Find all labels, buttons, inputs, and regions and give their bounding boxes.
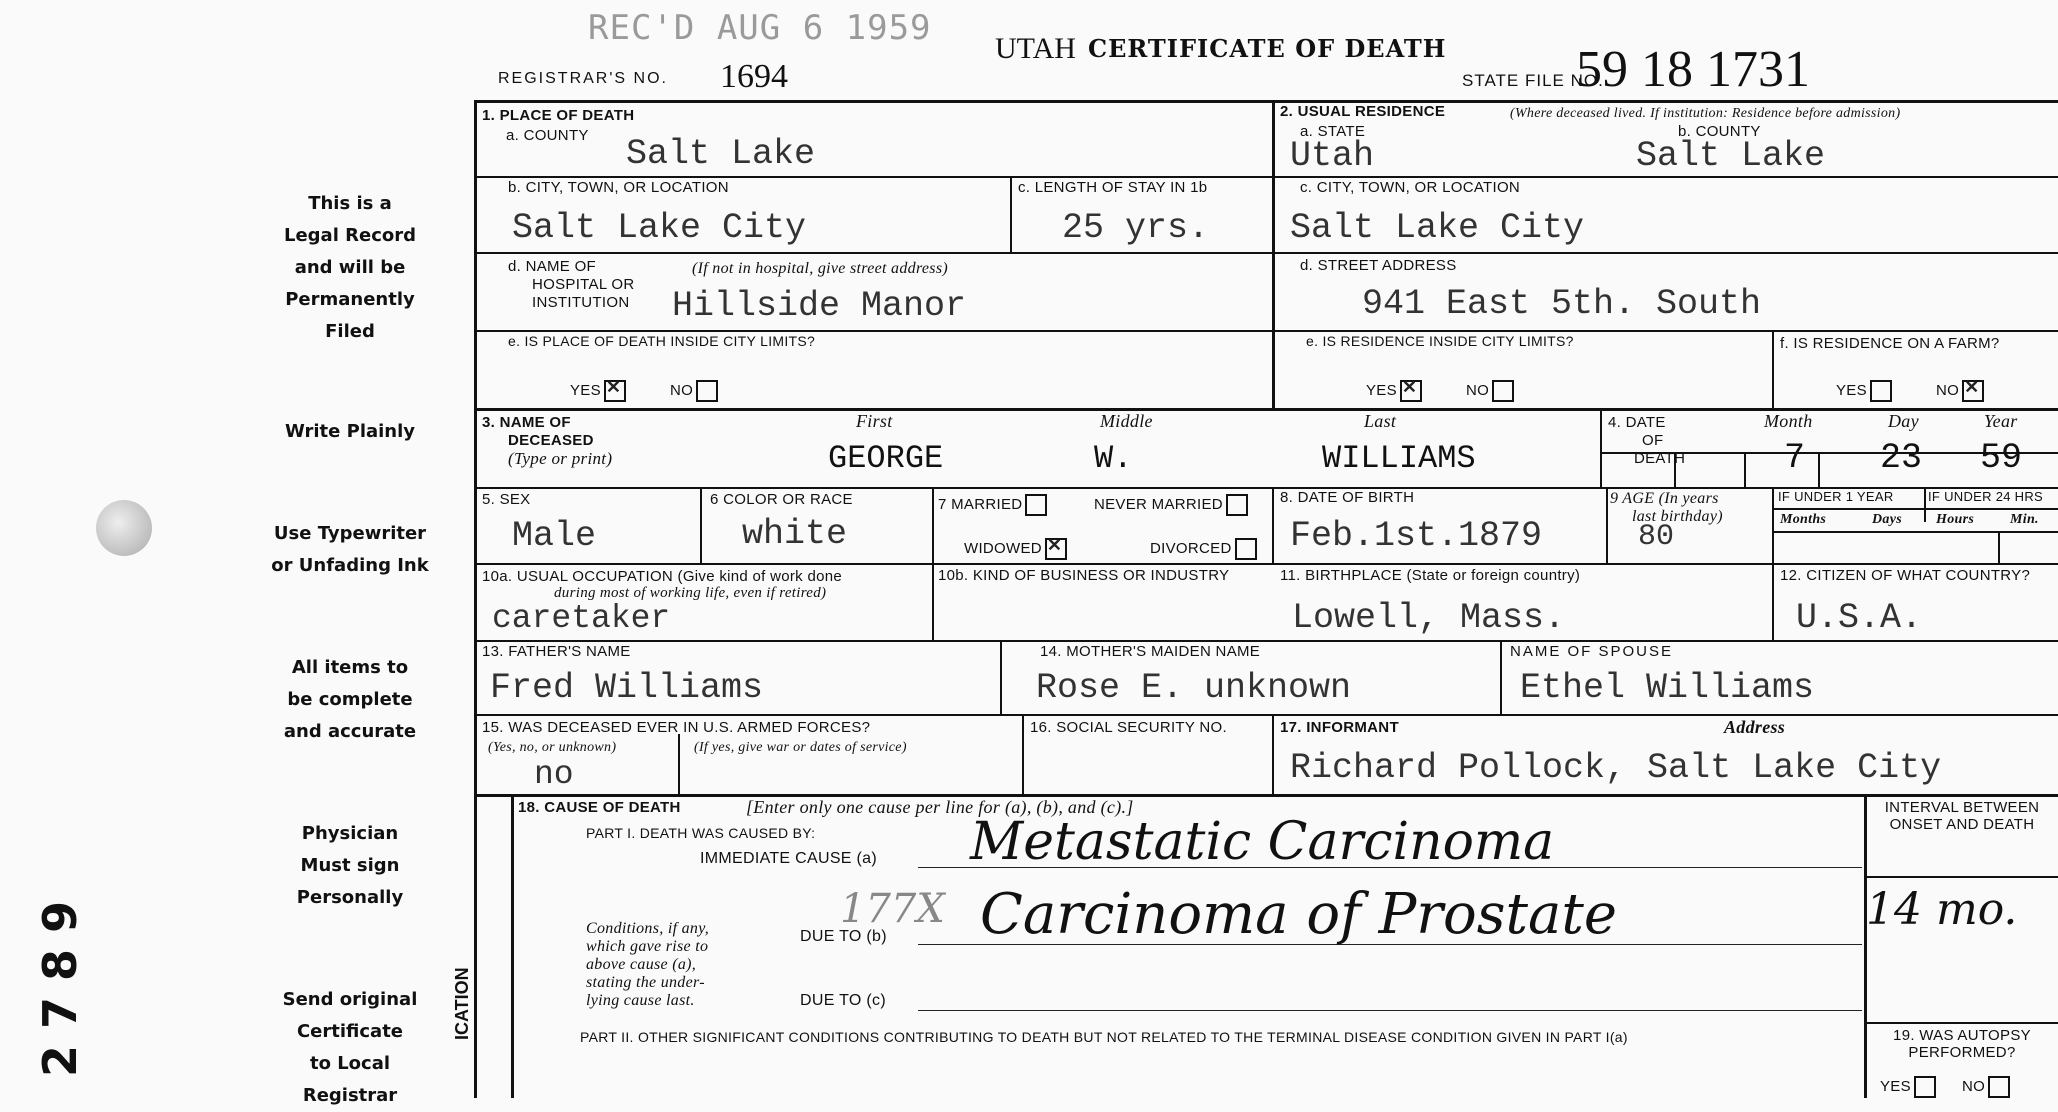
father-name-label: 13. FATHER'S NAME	[482, 643, 631, 660]
armed-forces-label: 15. WAS DECEASED EVER IN U.S. ARMED FORCES?	[482, 719, 871, 736]
death-city-limits-no[interactable]: NO	[670, 380, 718, 402]
under-1-year-label: IF UNDER 1 YEAR	[1778, 489, 1894, 504]
name-of-deceased-label: 3. NAME OF DECEASED (Type or print)	[482, 414, 613, 468]
cause-code: 177X	[840, 886, 945, 932]
immediate-cause-value: Metastatic Carcinoma	[970, 812, 1555, 872]
armed-forces-value: no	[534, 756, 574, 793]
sidebar-send: Send original Certificate to Local Registrar	[282, 989, 418, 1106]
death-city-value: Salt Lake City	[512, 208, 807, 248]
death-county-value: Salt Lake	[626, 134, 816, 174]
registrar-number: 1694	[720, 58, 788, 95]
informant-value: Richard Pollock, Salt Lake City	[1290, 748, 1942, 788]
last-name-label: Last	[1364, 411, 1397, 431]
sex-value: Male	[512, 516, 597, 556]
farm-yes[interactable]: YES	[1836, 380, 1892, 402]
part1-label: PART I. DEATH WAS CAUSED BY:	[586, 825, 816, 841]
sidebar-physician: Physician Must sign Personally	[296, 823, 404, 908]
under-24-hours-label: IF UNDER 24 HRS	[1928, 489, 2044, 504]
death-city-limits-yes[interactable]: YES✕	[570, 380, 626, 402]
place-of-death-label: 1. PLACE OF DEATH	[482, 107, 635, 124]
date-of-death-label: 4. DATE OF DEATH	[1608, 414, 1686, 467]
never-married-option[interactable]: NEVER MARRIED	[1094, 494, 1248, 516]
residence-city-value: Salt Lake City	[1290, 208, 1585, 248]
due-to-b-value: Carcinoma of Prostate	[980, 882, 1618, 947]
residence-city-label: c. CITY, TOWN, OR LOCATION	[1300, 179, 1521, 196]
divorced-option[interactable]: DIVORCED	[1150, 538, 1257, 560]
first-name-value: GEORGE	[828, 440, 944, 477]
birthplace-label: 11. BIRTHPLACE (State or foreign country)	[1280, 567, 1581, 584]
interval-label: INTERVAL BETWEEN ONSET AND DEATH	[1884, 799, 2040, 833]
residence-city-limits-no[interactable]: NO	[1466, 380, 1514, 402]
citizen-label: 12. CITIZEN OF WHAT COUNTRY?	[1780, 567, 2031, 584]
age-value: 80	[1638, 520, 1675, 554]
spouse-value: Ethel Williams	[1520, 668, 1815, 708]
street-address-label: d. STREET ADDRESS	[1300, 257, 1457, 274]
cause-instruction: [Enter only one cause per line for (a), (b), and (c).]	[746, 797, 1134, 817]
citizen-value: U.S.A.	[1796, 598, 1923, 638]
interval-value: 14 mo.	[1866, 884, 2018, 935]
day-label: Day	[1888, 411, 1919, 431]
registrar-label: REGISTRAR'S NO.	[498, 70, 668, 87]
father-name-value: Fred Williams	[490, 668, 764, 708]
length-of-stay-value: 25 yrs.	[1062, 208, 1210, 248]
widowed-option[interactable]: WIDOWED✕	[964, 538, 1067, 560]
residence-county-label: b. COUNTY	[1678, 123, 1761, 140]
death-day-value: 23	[1880, 438, 1923, 478]
state-file-number: 59 18 1731	[1576, 41, 1810, 98]
residence-state-value: Utah	[1290, 136, 1375, 176]
race-label: 6 COLOR OR RACE	[710, 491, 853, 508]
conditions-note: Conditions, if any, which gave rise to above cause (a), stating the under- lying cause last.	[586, 920, 710, 1009]
residence-county-value: Salt Lake	[1636, 136, 1826, 176]
year-label: Year	[1984, 411, 2018, 431]
street-address-value: 941 East 5th. South	[1362, 284, 1762, 324]
business-label: 10b. KIND OF BUSINESS OR INDUSTRY	[938, 567, 1230, 584]
mother-name-label: 14. MOTHER'S MAIDEN NAME	[1040, 643, 1261, 660]
vertical-file-number: 2 7 8 9	[33, 900, 87, 1077]
autopsy-yes[interactable]: YES	[1880, 1076, 1936, 1098]
hospital-label: d. NAME OF HOSPITAL OR INSTITUTION	[508, 258, 635, 311]
married-option[interactable]: 7 MARRIED	[938, 494, 1047, 516]
sex-label: 5. SEX	[482, 491, 531, 508]
county-label: a. COUNTY	[506, 127, 589, 144]
race-value: white	[742, 514, 848, 554]
date-of-birth-value: Feb.1st.1879	[1290, 516, 1543, 556]
state-file-label: STATE FILE NO.	[1462, 71, 1604, 90]
sidebar-complete: All items to be complete and accurate	[283, 657, 417, 742]
usual-residence-label: 2. USUAL RESIDENCE	[1280, 103, 1446, 120]
part2-label: PART II. OTHER SIGNIFICANT CONDITIONS CONTRIBUTING TO DEATH BUT NOT RELATED TO THE TERMINAL DISEASE CONDITION GIVEN IN PART I(a)	[580, 1029, 1628, 1045]
title-prefix: UTAH	[995, 32, 1076, 65]
death-month-value: 7	[1784, 438, 1806, 478]
date-of-birth-label: 8. DATE OF BIRTH	[1280, 489, 1415, 506]
death-year-value: 59	[1980, 438, 2023, 478]
hours-label: Hours	[1936, 512, 1975, 527]
minutes-label: Min.	[2010, 512, 2039, 527]
mother-name-value: Rose E. unknown	[1036, 668, 1352, 708]
sidebar-legal: This is a Legal Record and will be Permanently Filed	[283, 193, 416, 342]
armed-forces-sub2: (If yes, give war or dates of service)	[694, 740, 907, 755]
immediate-cause-label: IMMEDIATE CAUSE (a)	[700, 850, 877, 867]
certificate-title: CERTIFICATE OF DEATH	[1088, 34, 1447, 63]
months-label: Months	[1780, 512, 1827, 527]
received-stamp: REC'D AUG 6 1959	[588, 8, 932, 48]
punch-hole	[96, 500, 152, 556]
occupation-value: caretaker	[492, 600, 671, 637]
middle-name-value: W.	[1094, 440, 1133, 477]
informant-label: 17. INFORMANT	[1280, 719, 1399, 736]
autopsy-no[interactable]: NO	[1962, 1076, 2010, 1098]
length-of-stay-label: c. LENGTH OF STAY IN 1b	[1018, 179, 1208, 196]
month-label: Month	[1764, 411, 1813, 431]
occupation-label: 10a. USUAL OCCUPATION (Give kind of work done during most of working life, even if retired)	[482, 568, 843, 601]
informant-address-label: Address	[1724, 717, 1786, 737]
last-name-value: WILLIAMS	[1322, 440, 1476, 477]
farm-no[interactable]: NO✕	[1936, 380, 1984, 402]
days-label: Days	[1872, 512, 1902, 527]
residence-city-limits-label: e. IS RESIDENCE INSIDE CITY LIMITS?	[1306, 333, 1574, 349]
due-to-c-label: DUE TO (c)	[800, 992, 886, 1009]
birthplace-value: Lowell, Mass.	[1292, 598, 1566, 638]
cause-of-death-label: 18. CAUSE OF DEATH	[518, 799, 681, 816]
autopsy-label: 19. WAS AUTOPSY PERFORMED?	[1893, 1027, 2031, 1061]
hospital-value: Hillside Manor	[672, 286, 967, 326]
residence-city-limits-yes[interactable]: YES✕	[1366, 380, 1422, 402]
sidebar-plainly: Write Plainly	[284, 421, 416, 442]
city-label: b. CITY, TOWN, OR LOCATION	[508, 179, 729, 196]
hospital-note: (If not in hospital, give street address)	[692, 260, 948, 277]
middle-name-label: Middle	[1100, 411, 1153, 431]
first-name-label: First	[856, 411, 893, 431]
state-label: a. STATE	[1300, 123, 1366, 140]
usual-residence-note: (Where deceased lived. If institution: Residence before admission)	[1510, 106, 1901, 121]
armed-forces-sub1: (Yes, no, or unknown)	[488, 740, 617, 755]
age-label: 9 AGE (In years last birthday)	[1610, 490, 1723, 525]
sidebar-typewriter: Use Typewriter or Unfading Ink	[271, 523, 429, 576]
spouse-label: NAME OF SPOUSE	[1510, 643, 1674, 660]
due-to-b-label: DUE TO (b)	[800, 928, 887, 945]
farm-label: f. IS RESIDENCE ON A FARM?	[1780, 335, 2000, 352]
certification-vertical-label: ICATION	[452, 967, 472, 1040]
death-city-limits-label: e. IS PLACE OF DEATH INSIDE CITY LIMITS?	[508, 333, 816, 349]
social-security-label: 16. SOCIAL SECURITY NO.	[1030, 719, 1227, 736]
